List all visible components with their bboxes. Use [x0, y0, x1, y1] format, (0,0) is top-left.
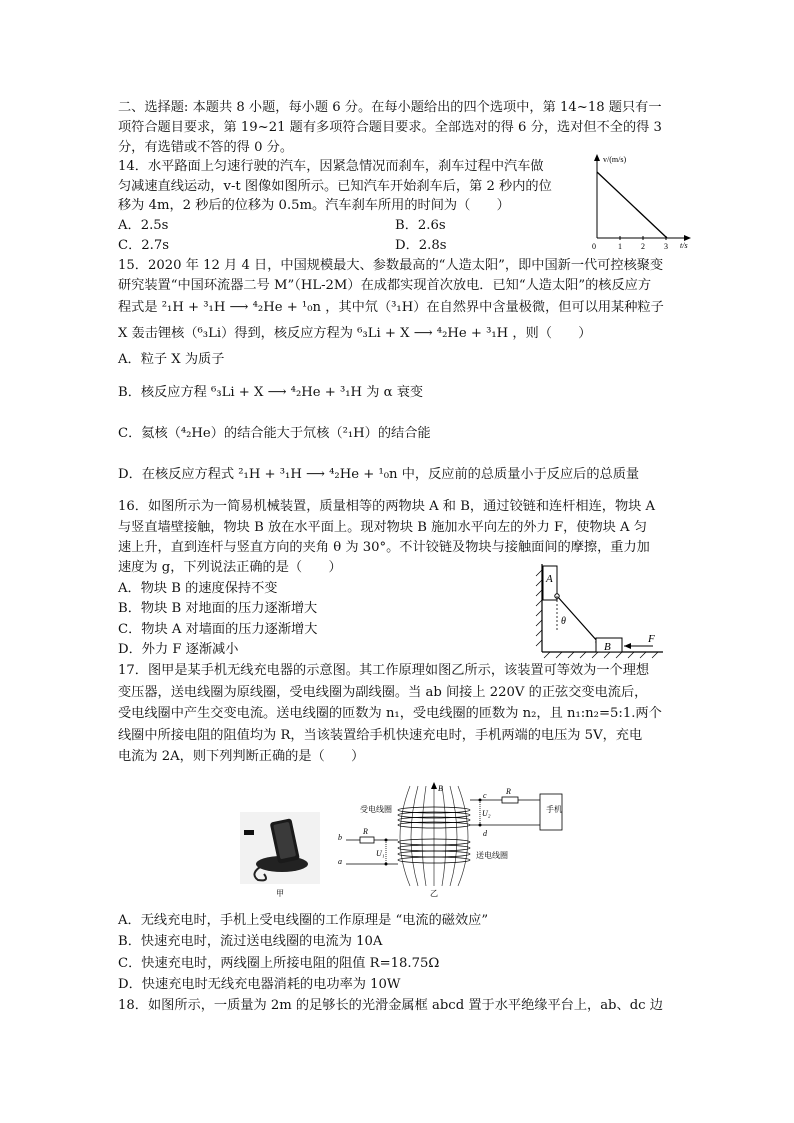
q17-line-1: 17．图甲是某手机无线充电器的示意图。其工作原理如图乙所示，该装置可等效为一个理想 [118, 663, 650, 678]
label-yi: 乙 [430, 889, 438, 898]
q17-circuit-diagram [330, 778, 570, 898]
q14-option-b: B．2.6s [395, 218, 446, 233]
q16-line-3: 速上升，直到连杆与竖直方向的夹角 θ 为 30°。不计铰链及物块与接触面间的摩擦，重力加 [118, 540, 650, 555]
q17-line-3: 受电线圈中产生交变电流。送电线圈的匝数为 n₁，受电线圈的匝数为 n₂，且 n₁:n₂=5:1.两个 [118, 706, 662, 721]
q16-option-c: C．物块 A 对墙面的压力逐渐增大 [118, 622, 318, 637]
label-U2: U₂ [482, 809, 491, 818]
q15-option-d: D．在核反应方程式 ²₁H + ³₁H ⟶ ⁴₂He + ¹₀n 中，反应前的总质量小于反应后的总质量 [118, 467, 640, 482]
label-recv-coil: 受电线圈 [360, 805, 392, 814]
label-B: B [604, 641, 611, 653]
q17-charger-photo [240, 812, 320, 897]
q16-option-b: B．物块 B 对地面的压力逐渐增大 [118, 601, 318, 616]
label-b: b [338, 833, 342, 842]
graph-tick-2: 2 [641, 242, 645, 250]
label-send-coil: 送电线圈 [476, 851, 508, 860]
q15-option-c: C．氦核（⁴₂He）的结合能大于氘核（²₁H）的结合能 [118, 426, 431, 441]
q14-line-1: 14．水平路面上匀速行驶的汽车，因紧急情况而刹车，刹车过程中汽车做 [118, 159, 544, 174]
q17-line-4: 线圈中所接电阻的阻值均为 R，当该装置给手机快速充电时，手机两端的电压为 5V，充电 [118, 728, 643, 743]
graph-origin: 0 [592, 242, 596, 250]
graph-y-label: v/(m/s) [603, 155, 627, 164]
label-d: d [483, 829, 487, 838]
graph-x-label: t/s [680, 241, 688, 250]
label-theta: θ [561, 616, 566, 627]
q15-line-1: 15．2020 年 12 月 4 日，中国规模最大、参数最高的“人造太阳”，即中国新一代可控核聚变 [118, 258, 664, 273]
label-R2: R [506, 787, 511, 796]
section-line-2: 项符合题目要求，第 19~21 题有多项符合题目要求。全部选对的得 6 分，选对但不全的得 3 [118, 120, 662, 135]
q17-line-5: 电流为 2A，则下列判断正确的是（ ） [118, 749, 365, 764]
q15-line-2: 研究装置“中国环流器二号 M”（HL-2M）在成都实现首次放电．已知“人造太阳”的核反应方 [118, 278, 652, 293]
q15-line-3: 程式是 ²₁H + ³₁H ⟶ ⁴₂He + ¹₀n ，其中氘（³₁H）在自然界中含量极微，但可以用某种粒子 [118, 300, 664, 315]
label-jia: 甲 [276, 889, 284, 897]
graph-tick-3: 3 [664, 242, 668, 250]
q17-option-b: B．快速充电时，流过送电线圈的电流为 10A [118, 934, 383, 949]
label-R1: R [363, 827, 368, 836]
q16-line-2: 与竖直墙壁接触，物块 B 放在水平面上。现对物块 B 施加水平向左的外力 F，使物块 A 匀 [118, 520, 647, 535]
q18-line-1: 18．如图所示，一质量为 2m 的足够长的光滑金属框 abcd 置于水平绝缘平台上，ab、dc 边 [118, 998, 663, 1013]
label-U1: U₁ [376, 849, 385, 858]
q17-option-d: D．快速充电时无线充电器消耗的电功率为 10W [118, 977, 401, 992]
q16-option-d: D．外力 F 逐渐减小 [118, 642, 239, 657]
section-line-1: 二、选择题: 本题共 8 小题，每小题 6 分。在每小题给出的四个选项中，第 14~18 题只有一 [118, 100, 662, 115]
q17-line-2: 变压器，送电线圈为原线圈，受电线圈为副线圈。当 ab 间接上 220V 的正弦交变电流后， [118, 685, 648, 700]
q14-option-a: A．2.5s [118, 218, 169, 233]
q15-line-4: X 轰击锂核（⁶₃Li）得到，核反应方程为 ⁶₃Li + X ⟶ ⁴₂He + ³₁H ，则（ ） [118, 326, 592, 341]
label-field-B: B [438, 784, 443, 793]
q14-option-c: C．2.7s [118, 238, 170, 253]
q14-vt-graph [583, 150, 693, 250]
section-line-3: 分，有选错或不答的得 0 分。 [118, 140, 294, 155]
q14-line-2: 匀减速直线运动，v-t 图像如图所示。已知汽车开始刹车后，第 2 秒内的位 [118, 179, 552, 194]
q14-line-3: 移为 4m，2 秒后的位移为 0.5m。汽车刹车所用的时间为（ ） [118, 198, 510, 213]
q17-option-c: C．快速充电时，两线圈上所接电阻的阻值 R=18.75Ω [118, 956, 440, 971]
q16-mechanism-figure [528, 560, 668, 660]
label-phone: 手机 [546, 805, 562, 814]
q16-line-1: 16．如图所示为一简易机械装置，质量相等的两物块 A 和 B，通过铰链和连杆相连，物块 A [118, 499, 656, 514]
q16-line-4: 速度为 g，下列说法正确的是（ ） [118, 560, 342, 575]
q16-option-a: A．物块 B 的速度保持不变 [118, 581, 278, 596]
label-F: F [648, 633, 655, 645]
q15-option-b: B．核反应方程 ⁶₃Li + X ⟶ ⁴₂He + ³₁H 为 α 衰变 [118, 385, 424, 400]
label-a: a [338, 857, 342, 866]
label-A: A [546, 573, 553, 585]
q17-option-a: A．无线充电时，手机上受电线圈的工作原理是 “电流的磁效应” [118, 913, 489, 928]
q15-option-a: A．粒子 X 为质子 [118, 352, 225, 367]
q14-option-d: D．2.8s [395, 238, 447, 253]
label-c: c [483, 791, 487, 800]
graph-tick-1: 1 [618, 242, 622, 250]
